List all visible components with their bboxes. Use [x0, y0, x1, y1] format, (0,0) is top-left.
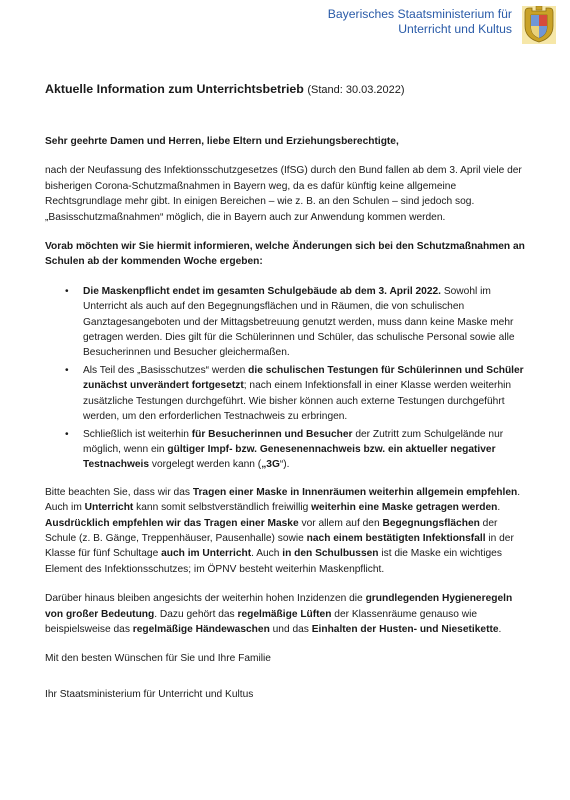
ministry-line-2: Unterricht und Kultus	[398, 22, 512, 36]
paragraph-intro: nach der Neufassung des Infektionsschutzgesetzes (IfSG) durch den Bund fallen ab dem 3. April viele der bisherigen Corona-Schutzmaßnahmen in Bayern weg, da es dafür künftig keine allgemeine Rechtsgrundlage mehr gibt. In einigen Bereichen – wie z. B. an den Schulen – sind jedoch sog. „Basisschutzmaßnahmen“ möglich, die in Bayern auch zur Anwendung kommen werden.	[45, 165, 522, 223]
title-date: (Stand: 30.03.2022)	[307, 84, 405, 96]
paragraph-mask-recommendation: Bitte beachten Sie, dass wir das Tragen einer Maske in Innenräumen weiterhin allgemein empfehlen. Auch im Unterricht kann somit selbstverständlich freiwillig weiterhin eine Maske getragen werden. Ausdrücklich empfehlen wir das Tragen einer Maske vor allem auf den Begegnungsflächen der Schule (z. B. Gänge, Treppenhäuser, Pausenhalle) sowie nach einem bestätigten Infektionsfall in der Klasse für fünf Schultage auch im Unterricht. Auch in den Schulbussen ist die Maske ein wichtiges Element des Infektionsschutzes; im ÖPNV besteht weiterhin Maskenpflicht.	[45, 486, 521, 575]
page-title	[45, 81, 528, 98]
closing-wishes: Mit den besten Wünschen für Sie und Ihre Familie	[45, 653, 271, 665]
list-item: • Die Maskenpflicht endet im gesamten Schulgebäude ab dem 3. April 2022. Sowohl im Unterricht als auch auf den Begegnungsflächen und in Räumen, die von schulischen Ganztagesangeboten und der Mittagsbetreuung genutzt werden, muss dann keine Maske mehr getragen werden. Dies gilt für die Schülerinnen und Schüler, das schulische Personal sowie alle Besucherinnen und Besucher gleichermaßen.	[83, 284, 528, 361]
letter-body	[45, 81, 528, 716]
ministry-line-1: Bayerisches Staatsministerium für	[327, 7, 512, 21]
title-text: Aktuelle Information zum Unterrichtsbetrieb	[45, 82, 304, 96]
salutation: Sehr geehrte Damen und Herren, liebe Eltern und Erziehungsberechtigte,	[45, 136, 399, 147]
signature: Ihr Staatsministerium für Unterricht und Kultus	[45, 688, 254, 700]
list-item: • Schließlich ist weiterhin für Besucherinnen und Besucher der Zutritt zum Schulgelände nur möglich, wenn ein gültiger Impf- bzw. Genesenennachweis bzw. ein aktueller negativer Testnachweis vorgelegt werden kann („3G“).	[83, 427, 528, 473]
paragraph-hygiene: Darüber hinaus bleiben angesichts der weiterhin hohen Inzidenzen die grundlegenden Hygieneregeln von großer Bedeutung. Dazu gehört das regelmäßige Lüften der Klassenräume genauso wie beispielsweise das regelmäßige Händewaschen und das Einhalten der Husten- und Niesetikette.	[45, 593, 513, 635]
ministry-name	[328, 7, 512, 37]
changes-list	[45, 284, 528, 473]
list-item: • Als Teil des „Basisschutzes“ werden die schulischen Testungen für Schülerinnen und Schüler zunächst unverändert fortgesetzt; nach einem Infektionsfall in einer Klasse werden weiterhin zusätzliche Testungen durchgeführt. Wie bisher können auch externe Testungen durchgeführt werden, um den erforderlichen Testnachweis zu erbringen.	[83, 363, 528, 425]
coat-of-arms-icon	[522, 6, 556, 44]
letterhead	[328, 6, 556, 44]
paragraph-changes-lead: Vorab möchten wir Sie hiermit informieren, welche Änderungen sich bei den Schutzmaßnahmen an Schulen ab der kommenden Woche ergeben:	[45, 241, 525, 268]
